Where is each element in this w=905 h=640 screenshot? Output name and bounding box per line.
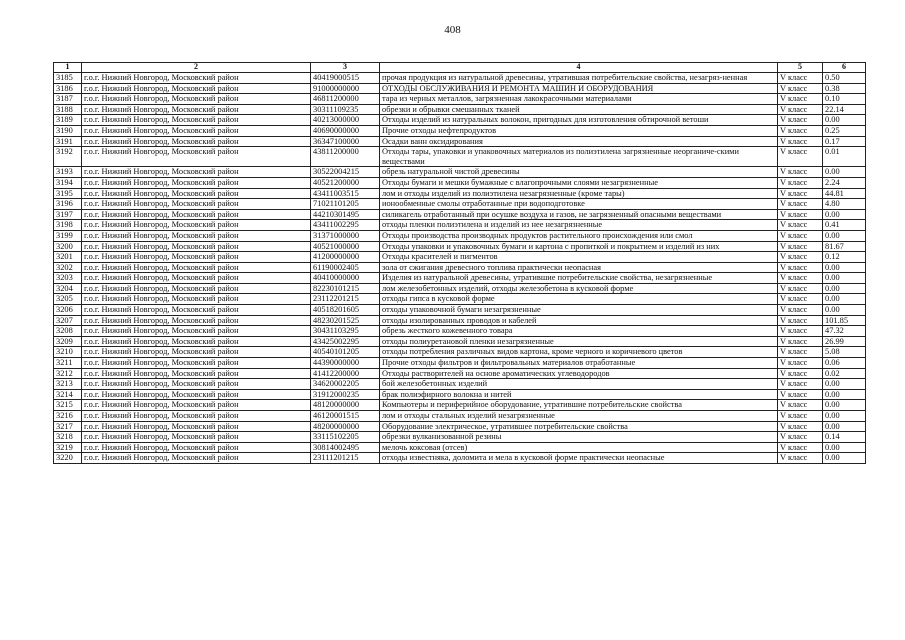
row-number-cell: 3199 (54, 230, 82, 241)
row-number-cell: 3195 (54, 188, 82, 199)
quantity-cell: 0.00 (823, 230, 866, 241)
quantity-cell: 26.99 (823, 336, 866, 347)
row-number-cell: 3205 (54, 294, 82, 305)
waste-code-cell: 40690000000 (311, 125, 380, 136)
hazard-class-cell: V класс (778, 147, 823, 167)
table-row (54, 147, 866, 167)
quantity-cell: 0.00 (823, 294, 866, 305)
row-number-cell: 3218 (54, 432, 82, 443)
quantity-cell: 0.14 (823, 432, 866, 443)
location-cell: г.о.г. Нижний Новгород, Московский район (82, 453, 311, 464)
hazard-class-cell: V класс (778, 442, 823, 453)
table-row (54, 125, 866, 136)
row-number-cell: 3210 (54, 347, 82, 358)
waste-code-cell: 40410000000 (311, 273, 380, 284)
waste-code-cell: 23112201215 (311, 294, 380, 305)
hazard-class-cell: V класс (778, 347, 823, 358)
waste-code-cell: 40521200000 (311, 177, 380, 188)
quantity-cell: 5.08 (823, 347, 866, 358)
waste-code-cell: 43811200000 (311, 147, 380, 167)
waste-name-cell: отходы изолированных проводов и кабелей (380, 315, 778, 326)
waste-code-cell: 82230101215 (311, 283, 380, 294)
row-number-cell: 3217 (54, 421, 82, 432)
hazard-class-cell: V класс (778, 188, 823, 199)
row-number-cell: 3209 (54, 336, 82, 347)
column-header-4: 4 (380, 63, 778, 73)
quantity-cell: 0.00 (823, 115, 866, 126)
row-number-cell: 3201 (54, 252, 82, 263)
table-row (54, 315, 866, 326)
waste-code-cell: 30814002495 (311, 442, 380, 453)
quantity-cell: 44.81 (823, 188, 866, 199)
waste-code-cell: 41200000000 (311, 252, 380, 263)
location-cell: г.о.г. Нижний Новгород, Московский район (82, 252, 311, 263)
hazard-class-cell: V класс (778, 379, 823, 390)
waste-code-cell: 36347100000 (311, 136, 380, 147)
table-row (54, 358, 866, 369)
table-row (54, 177, 866, 188)
hazard-class-cell: V класс (778, 305, 823, 316)
row-number-cell: 3206 (54, 305, 82, 316)
row-number-cell: 3187 (54, 94, 82, 105)
waste-name-cell: ионообменные смолы отработанные при водоподготовке (380, 199, 778, 210)
table-row (54, 220, 866, 231)
row-number-cell: 3207 (54, 315, 82, 326)
quantity-cell: 0.00 (823, 411, 866, 422)
location-cell: г.о.г. Нижний Новгород, Московский район (82, 347, 311, 358)
location-cell: г.о.г. Нижний Новгород, Московский район (82, 273, 311, 284)
table-row (54, 167, 866, 178)
table-row (54, 73, 866, 84)
hazard-class-cell: V класс (778, 125, 823, 136)
waste-code-cell: 43411003515 (311, 188, 380, 199)
waste-code-cell: 40521000000 (311, 241, 380, 252)
location-cell: г.о.г. Нижний Новгород, Московский район (82, 136, 311, 147)
quantity-cell: 0.00 (823, 167, 866, 178)
hazard-class-cell: V класс (778, 94, 823, 105)
location-cell: г.о.г. Нижний Новгород, Московский район (82, 400, 311, 411)
table-row (54, 294, 866, 305)
waste-code-cell: 43425002295 (311, 336, 380, 347)
row-number-cell: 3219 (54, 442, 82, 453)
row-number-cell: 3196 (54, 199, 82, 210)
table-row (54, 94, 866, 105)
waste-name-cell: отходы полиуретановой пленки незагрязненные (380, 336, 778, 347)
row-number-cell: 3220 (54, 453, 82, 464)
waste-name-cell: лом и отходы изделий из полиэтилена незагрязненные (кроме тары) (380, 188, 778, 199)
row-number-cell: 3214 (54, 389, 82, 400)
table-row (54, 453, 866, 464)
column-header-5: 5 (778, 63, 823, 73)
hazard-class-cell: V класс (778, 167, 823, 178)
table-row (54, 115, 866, 126)
location-cell: г.о.г. Нижний Новгород, Московский район (82, 358, 311, 369)
location-cell: г.о.г. Нижний Новгород, Московский район (82, 368, 311, 379)
hazard-class-cell: V класс (778, 358, 823, 369)
hazard-class-cell: V класс (778, 368, 823, 379)
location-cell: г.о.г. Нижний Новгород, Московский район (82, 147, 311, 167)
quantity-cell: 22.14 (823, 104, 866, 115)
hazard-class-cell: V класс (778, 83, 823, 94)
location-cell: г.о.г. Нижний Новгород, Московский район (82, 188, 311, 199)
waste-code-cell: 71021101205 (311, 199, 380, 210)
hazard-class-cell: V класс (778, 453, 823, 464)
quantity-cell: 0.38 (823, 83, 866, 94)
table-header (54, 63, 866, 73)
table-row (54, 209, 866, 220)
hazard-class-cell: V класс (778, 421, 823, 432)
row-number-cell: 3192 (54, 147, 82, 167)
waste-code-cell: 48120000000 (311, 400, 380, 411)
location-cell: г.о.г. Нижний Новгород, Московский район (82, 177, 311, 188)
waste-name-cell: ОТХОДЫ ОБСЛУЖИВАНИЯ И РЕМОНТА МАШИН И ОБОРУДОВАНИЯ (380, 83, 778, 94)
waste-code-cell: 61190002405 (311, 262, 380, 273)
quantity-cell: 0.00 (823, 453, 866, 464)
table-row (54, 421, 866, 432)
column-header-2: 2 (82, 63, 311, 73)
quantity-cell: 47.32 (823, 326, 866, 337)
location-cell: г.о.г. Нижний Новгород, Московский район (82, 241, 311, 252)
hazard-class-cell: V класс (778, 230, 823, 241)
waste-name-cell: Отходы производства производных продуктов растительного происхождения или смол (380, 230, 778, 241)
quantity-cell: 0.00 (823, 273, 866, 284)
location-cell: г.о.г. Нижний Новгород, Московский район (82, 283, 311, 294)
table-row (54, 347, 866, 358)
location-cell: г.о.г. Нижний Новгород, Московский район (82, 432, 311, 443)
quantity-cell: 0.12 (823, 252, 866, 263)
waste-name-cell: отходы упаковочной бумаги незагрязненные (380, 305, 778, 316)
waste-code-cell: 40540101205 (311, 347, 380, 358)
quantity-cell: 2.24 (823, 177, 866, 188)
hazard-class-cell: V класс (778, 104, 823, 115)
location-cell: г.о.г. Нижний Новгород, Московский район (82, 115, 311, 126)
column-header-1: 1 (54, 63, 82, 73)
location-cell: г.о.г. Нижний Новгород, Московский район (82, 262, 311, 273)
waste-code-cell: 30522004215 (311, 167, 380, 178)
hazard-class-cell: V класс (778, 136, 823, 147)
location-cell: г.о.г. Нижний Новгород, Московский район (82, 209, 311, 220)
waste-code-cell: 31371000000 (311, 230, 380, 241)
waste-name-cell: отходы потребления различных видов картона, кроме черного и коричневого цветов (380, 347, 778, 358)
header-row (54, 63, 866, 73)
row-number-cell: 3216 (54, 411, 82, 422)
waste-name-cell: отходы пленки полиэтилена и изделий из нее незагрязненные (380, 220, 778, 231)
table-row (54, 136, 866, 147)
page-number: 408 (444, 24, 461, 36)
location-cell: г.о.г. Нижний Новгород, Московский район (82, 315, 311, 326)
waste-code-cell: 43411002295 (311, 220, 380, 231)
table-row (54, 104, 866, 115)
table-row (54, 305, 866, 316)
column-header-3: 3 (311, 63, 380, 73)
hazard-class-cell: V класс (778, 177, 823, 188)
location-cell: г.о.г. Нижний Новгород, Московский район (82, 199, 311, 210)
waste-code-cell: 33115102205 (311, 432, 380, 443)
quantity-cell: 0.00 (823, 389, 866, 400)
quantity-cell: 4.80 (823, 199, 866, 210)
waste-name-cell: отходы известняка, доломита и мела в кусковой форме практически неопасные (380, 453, 778, 464)
waste-name-cell: Компьютеры и периферийное оборудование, утратившие потребительские свойства (380, 400, 778, 411)
waste-code-cell: 34620002205 (311, 379, 380, 390)
table-row (54, 400, 866, 411)
hazard-class-cell: V класс (778, 73, 823, 84)
quantity-cell: 0.25 (823, 125, 866, 136)
waste-name-cell: зола от сжигания древесного топлива практически неопасная (380, 262, 778, 273)
quantity-cell: 0.10 (823, 94, 866, 105)
table-row (54, 188, 866, 199)
waste-code-cell: 48230201525 (311, 315, 380, 326)
waste-code-cell: 44210301495 (311, 209, 380, 220)
table-row (54, 273, 866, 284)
waste-registry-table (53, 62, 866, 464)
waste-code-cell: 40213000000 (311, 115, 380, 126)
hazard-class-cell: V класс (778, 220, 823, 231)
location-cell: г.о.г. Нижний Новгород, Московский район (82, 442, 311, 453)
table-row (54, 252, 866, 263)
location-cell: г.о.г. Нижний Новгород, Московский район (82, 94, 311, 105)
waste-name-cell: отходы гипса в кусковой форме (380, 294, 778, 305)
row-number-cell: 3204 (54, 283, 82, 294)
waste-name-cell: Прочие отходы фильтров и фильтровальных материалов отработанные (380, 358, 778, 369)
waste-name-cell: обрезки и обрывки смешанных тканей (380, 104, 778, 115)
quantity-cell: 81.67 (823, 241, 866, 252)
waste-name-cell: тара из черных металлов, загрязненная лакокрасочными материалами (380, 94, 778, 105)
hazard-class-cell: V класс (778, 389, 823, 400)
waste-name-cell: мелочь коксовая (отсев) (380, 442, 778, 453)
hazard-class-cell: V класс (778, 115, 823, 126)
waste-code-cell: 40518201605 (311, 305, 380, 316)
waste-name-cell: Отходы изделий из натуральных волокон, пригодных для изготовления обтирочной ветоши (380, 115, 778, 126)
waste-code-cell: 40419000515 (311, 73, 380, 84)
waste-name-cell: силикагель отработанный при осушке воздуха и газов, не загрязненный опасными веществами (380, 209, 778, 220)
waste-code-cell: 46120001515 (311, 411, 380, 422)
hazard-class-cell: V класс (778, 283, 823, 294)
hazard-class-cell: V класс (778, 411, 823, 422)
waste-name-cell: обрезь натуральной чистой древесины (380, 167, 778, 178)
hazard-class-cell: V класс (778, 252, 823, 263)
waste-code-cell: 31912000235 (311, 389, 380, 400)
hazard-class-cell: V класс (778, 432, 823, 443)
hazard-class-cell: V класс (778, 209, 823, 220)
location-cell: г.о.г. Нижний Новгород, Московский район (82, 411, 311, 422)
quantity-cell: 0.00 (823, 442, 866, 453)
quantity-cell: 0.01 (823, 147, 866, 167)
waste-name-cell: Отходы бумаги и мешки бумажные с влагопрочными слоями незагрязненные (380, 177, 778, 188)
waste-name-cell: лом железобетонных изделий, отходы железобетона в кусковой форме (380, 283, 778, 294)
row-number-cell: 3190 (54, 125, 82, 136)
location-cell: г.о.г. Нижний Новгород, Московский район (82, 125, 311, 136)
hazard-class-cell: V класс (778, 326, 823, 337)
quantity-cell: 0.17 (823, 136, 866, 147)
quantity-cell: 0.50 (823, 73, 866, 84)
waste-code-cell: 46811200000 (311, 94, 380, 105)
quantity-cell: 0.02 (823, 368, 866, 379)
table-row (54, 83, 866, 94)
table-row (54, 199, 866, 210)
location-cell: г.о.г. Нижний Новгород, Московский район (82, 379, 311, 390)
hazard-class-cell: V класс (778, 336, 823, 347)
hazard-class-cell: V класс (778, 199, 823, 210)
waste-code-cell: 30311109235 (311, 104, 380, 115)
table-row (54, 262, 866, 273)
row-number-cell: 3202 (54, 262, 82, 273)
waste-code-cell: 91000000000 (311, 83, 380, 94)
table-row (54, 411, 866, 422)
quantity-cell: 0.00 (823, 305, 866, 316)
waste-code-cell: 41412200000 (311, 368, 380, 379)
location-cell: г.о.г. Нижний Новгород, Московский район (82, 389, 311, 400)
quantity-cell: 0.06 (823, 358, 866, 369)
table-row (54, 368, 866, 379)
row-number-cell: 3208 (54, 326, 82, 337)
waste-code-cell: 44390000000 (311, 358, 380, 369)
table-body (54, 73, 866, 464)
row-number-cell: 3185 (54, 73, 82, 84)
table-row (54, 336, 866, 347)
table-row (54, 230, 866, 241)
waste-name-cell: Изделия из натуральной древесины, утратившие потребительские свойства, незагрязненные (380, 273, 778, 284)
row-number-cell: 3186 (54, 83, 82, 94)
hazard-class-cell: V класс (778, 294, 823, 305)
quantity-cell: 0.00 (823, 209, 866, 220)
hazard-class-cell: V класс (778, 400, 823, 411)
quantity-cell: 0.41 (823, 220, 866, 231)
waste-name-cell: брак полиэфирного волокна и нитей (380, 389, 778, 400)
row-number-cell: 3200 (54, 241, 82, 252)
waste-code-cell: 30431103295 (311, 326, 380, 337)
quantity-cell: 101.85 (823, 315, 866, 326)
location-cell: г.о.г. Нижний Новгород, Московский район (82, 230, 311, 241)
table-row (54, 283, 866, 294)
quantity-cell: 0.00 (823, 400, 866, 411)
quantity-cell: 0.00 (823, 379, 866, 390)
location-cell: г.о.г. Нижний Новгород, Московский район (82, 326, 311, 337)
table-row (54, 432, 866, 443)
waste-name-cell: Прочие отходы нефтепродуктов (380, 125, 778, 136)
waste-name-cell: прочая продукция из натуральной древесины, утратившая потребительские свойства, незагряз-ненная (380, 73, 778, 84)
table-row (54, 389, 866, 400)
hazard-class-cell: V класс (778, 273, 823, 284)
table-row (54, 326, 866, 337)
waste-name-cell: Отходы растворителей на основе ароматических углеводородов (380, 368, 778, 379)
location-cell: г.о.г. Нижний Новгород, Московский район (82, 220, 311, 231)
waste-name-cell: обрезь жесткого кожевенного товара (380, 326, 778, 337)
location-cell: г.о.г. Нижний Новгород, Московский район (82, 294, 311, 305)
waste-name-cell: Осадки ванн оксидирования (380, 136, 778, 147)
location-cell: г.о.г. Нижний Новгород, Московский район (82, 83, 311, 94)
table-row (54, 241, 866, 252)
row-number-cell: 3213 (54, 379, 82, 390)
row-number-cell: 3197 (54, 209, 82, 220)
quantity-cell: 0.00 (823, 421, 866, 432)
location-cell: г.о.г. Нижний Новгород, Московский район (82, 104, 311, 115)
waste-code-cell: 48200000000 (311, 421, 380, 432)
waste-name-cell: Отходы красителей и пигментов (380, 252, 778, 263)
row-number-cell: 3188 (54, 104, 82, 115)
row-number-cell: 3189 (54, 115, 82, 126)
waste-code-cell: 23111201215 (311, 453, 380, 464)
hazard-class-cell: V класс (778, 241, 823, 252)
waste-name-cell: Отходы тары, упаковки и упаковочных материалов из полиэтилена загрязненные неорганиче-скими веществами (380, 147, 778, 167)
hazard-class-cell: V класс (778, 315, 823, 326)
quantity-cell: 0.00 (823, 262, 866, 273)
waste-name-cell: лом и отходы стальных изделий незагрязненные (380, 411, 778, 422)
row-number-cell: 3191 (54, 136, 82, 147)
table-row (54, 379, 866, 390)
quantity-cell: 0.00 (823, 283, 866, 294)
table-row (54, 442, 866, 453)
waste-name-cell: бой железобетонных изделий (380, 379, 778, 390)
location-cell: г.о.г. Нижний Новгород, Московский район (82, 336, 311, 347)
location-cell: г.о.г. Нижний Новгород, Московский район (82, 73, 311, 84)
waste-name-cell: Отходы упаковки и упаковочных бумаги и картона с пропиткой и покрытием и изделий из них (380, 241, 778, 252)
row-number-cell: 3193 (54, 167, 82, 178)
row-number-cell: 3203 (54, 273, 82, 284)
row-number-cell: 3212 (54, 368, 82, 379)
column-header-6: 6 (823, 63, 866, 73)
location-cell: г.о.г. Нижний Новгород, Московский район (82, 167, 311, 178)
waste-name-cell: Оборудование электрическое, утратившее потребительские свойства (380, 421, 778, 432)
row-number-cell: 3198 (54, 220, 82, 231)
row-number-cell: 3194 (54, 177, 82, 188)
location-cell: г.о.г. Нижний Новгород, Московский район (82, 421, 311, 432)
location-cell: г.о.г. Нижний Новгород, Московский район (82, 305, 311, 316)
row-number-cell: 3211 (54, 358, 82, 369)
waste-name-cell: обрезки вулканизованной резины (380, 432, 778, 443)
row-number-cell: 3215 (54, 400, 82, 411)
hazard-class-cell: V класс (778, 262, 823, 273)
